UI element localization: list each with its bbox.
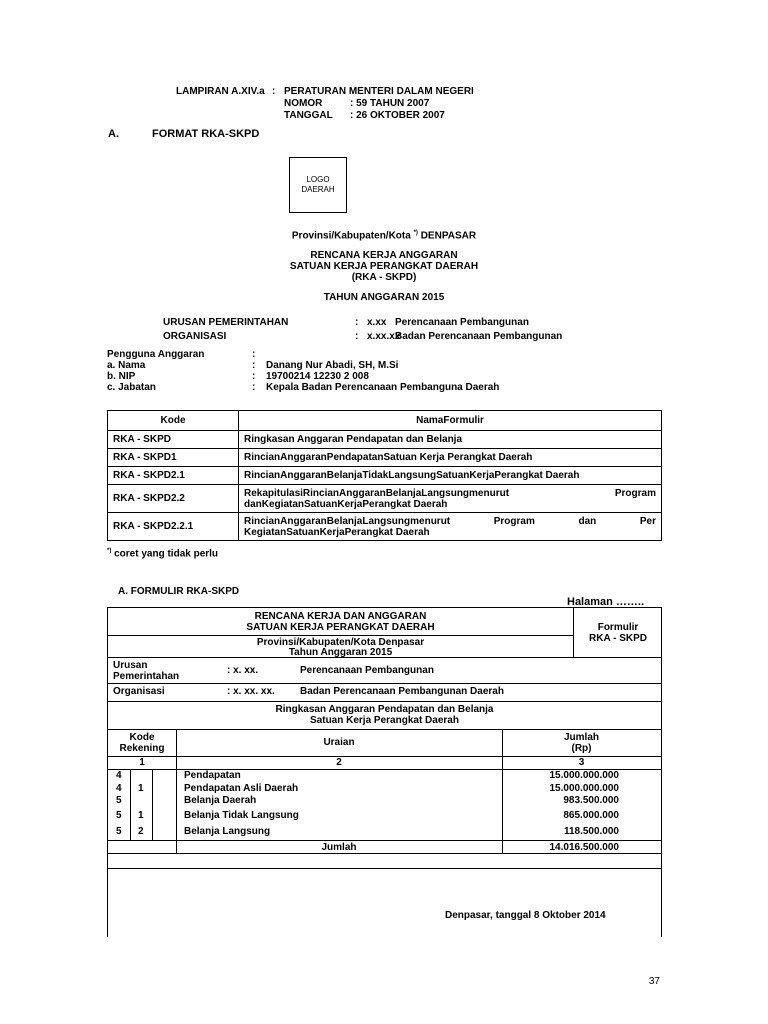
tanggal-label: TANGGAL [284,110,333,121]
urusan-colon: : [355,317,359,328]
ringkasan-line1: Ringkasan Anggaran Pendapatan dan Belanja [275,704,494,715]
row-k1: 4 [116,770,122,781]
title-line1: RENCANA KERJA ANGGARAN [310,250,458,261]
lampiran-colon: : [272,86,276,97]
row-uraian: Belanja Langsung [184,826,271,837]
form-province: Provinsi/Kabupaten/Kota Denpasar [256,637,425,648]
jabatan-label: c. Jabatan [107,382,156,393]
row-uraian: Belanja Tidak Langsung [184,810,299,821]
row-k1: 4 [116,783,122,794]
kode-cell: RKA - SKPD1 [108,449,239,467]
rka-form [107,607,662,937]
page-number: 37 [648,976,660,987]
jabatan-value: Kepala Badan Perencanaan Pembanguna Daerah [266,382,500,393]
logo-line1: LOGO [306,175,330,184]
coret-note [107,548,218,559]
lampiran-label: LAMPIRAN A.XIV.a [176,86,265,97]
form-title1: RENCANA KERJA DAN ANGGARAN [254,611,427,622]
coret-footnote-mark: *) [107,548,112,554]
nip-colon: : [252,371,256,382]
ringkasan-line2: Satuan Kerja Perangkat Daerah [310,715,459,726]
form-title2: SATUAN KERJA PERANGKAT DAERAH [246,622,435,633]
signature-place-date: Denpasar, tanggal 8 Oktober 2014 [445,910,606,921]
table-row [108,449,662,467]
pengguna-colon: : [252,349,256,360]
coret-text: coret yang tidak perlu [114,548,219,560]
table-header-row [108,411,662,431]
kode-cell: RKA - SKPD2.2 [108,485,239,513]
form-org-label: Organisasi [113,686,165,697]
col-uraian-label: Uraian [323,737,355,748]
nama-cell: RekapitulasiRincianAnggaranBelanjaLangsungmenurut Program danKegiatanSatuanKerjaPerangkat Daerah [239,485,662,513]
organisasi-label: ORGANISASI [163,331,227,342]
formulir-code-table [107,410,662,541]
row-uraian: Pendapatan Asli Daerah [184,783,299,794]
province-footnote-mark: *) [413,230,418,236]
title-line2: SATUAN KERJA PERANGKAT DAERAH [289,261,479,272]
section-letter: A. [108,128,119,140]
table-row [108,431,662,449]
nama-value: Danang Nur Abadi, SH, M.Si [266,360,399,371]
kode-cell: RKA - SKPD2.1 [108,467,239,485]
row-jumlah: 15.000.000.000 [549,783,619,794]
organisasi-colon: : [355,331,359,342]
table-row [108,485,662,513]
nama-cell: Ringkasan Anggaran Pendapatan dan Belanja [239,431,662,449]
form-org-value: Badan Perencanaan Pembangunan Daerah [300,686,504,697]
nomor-value: : 59 TAHUN 2007 [350,98,430,109]
col-kode-label1: Kode [129,732,155,743]
nama-label: a. Nama [107,360,146,371]
total-label: Jumlah [321,842,357,853]
province-prefix: Provinsi/Kabupaten/Kota [291,230,411,242]
organisasi-value: Badan Perencanaan Pembangunan [395,331,563,342]
col-number-1: 1 [139,757,145,768]
logo-line2: DAERAH [301,185,335,194]
section-title: FORMAT RKA-SKPD [152,128,260,140]
budget-year: TAHUN ANGGARAN 2015 [323,292,445,303]
col-number-3: 3 [578,757,585,768]
nip-label: b. NIP [107,371,136,382]
col-kode-header: Kode [108,411,239,431]
form-urusan-value: Perencanaan Pembangunan [300,665,434,676]
row-uraian: Belanja Daerah [184,795,257,806]
row-k1: 5 [116,826,122,837]
col-kode-label2: Rekening [119,743,165,754]
row-jumlah: 983.500.000 [563,795,619,806]
province-line [200,228,568,241]
logo-placeholder [289,157,347,213]
nama-cell: RincianAnggaranPendapatanSatuan Kerja Perangkat Daerah [239,449,662,467]
nama-cell: RincianAnggaranBelanjaTidakLangsungSatuanKerjaPerangkat Daerah [239,467,662,485]
row-jumlah: 118.500.000 [563,826,619,837]
organisasi-row [163,330,562,344]
formulir-label2: RKA - SKPD [589,633,647,644]
title-line3: (RKA - SKPD) [351,272,417,283]
urusan-label: URUSAN PEMERINTAHAN [163,317,289,328]
formulir-label1: Formulir [597,622,639,633]
col-nama-header: NamaFormulir [239,411,662,431]
form-urusan-label2: Pemerintahan [113,671,180,682]
province-name: DENPASAR [420,230,477,242]
urusan-row [163,316,562,344]
row-jumlah: 865.000.000 [563,810,619,821]
urusan-value: Perencanaan Pembangunan [395,317,529,328]
nomor-label: NOMOR [284,98,323,109]
lampiran-header [176,86,576,122]
nama-colon: : [252,360,256,371]
row-k1: 5 [116,810,122,821]
col-jumlah-label1: Jumlah [563,732,599,743]
row-k2: 1 [138,810,144,821]
tanggal-value: : 26 OKTOBER 2007 [350,110,445,121]
halaman-label: Halaman …….. [567,596,645,608]
form-org-code: : x. xx. xx. [227,686,275,697]
document-title [200,250,568,283]
table-row [108,467,662,485]
form-urusan-label1: Urusan [113,660,148,671]
row-k2: 2 [138,826,144,837]
section-a-heading [108,128,259,140]
form-year: Tahun Anggaran 2015 [288,647,393,658]
row-uraian: Pendapatan [184,770,241,781]
pengguna-anggaran [107,349,499,393]
table-row [108,513,662,541]
nip-value: 19700214 12230 2 008 [266,371,369,382]
col-jumlah-label2: (Rp) [571,743,592,754]
total-value: 14.016.500.000 [549,842,619,853]
nama-cell: RincianAnggaranBelanjaLangsungmenurut Program dan Per KegiatanSatuanKerjaPerangkat Daerah [239,513,662,541]
organisasi-code: x.xx.xx [367,331,401,342]
lampiran-title: PERATURAN MENTERI DALAM NEGERI [284,86,474,97]
row-k2: 1 [138,783,144,794]
row-jumlah: 15.000.000.000 [549,770,619,781]
kode-cell: RKA - SKPD [108,431,239,449]
formulir-heading: A. FORMULIR RKA-SKPD [118,586,240,597]
pengguna-heading: Pengguna Anggaran [107,349,205,360]
kode-cell: RKA - SKPD2.2.1 [108,513,239,541]
urusan-code: x.xx [367,317,387,328]
jabatan-colon: : [252,382,256,393]
form-urusan-code: : x. xx. [227,665,259,676]
col-number-2: 2 [336,757,342,768]
row-k1: 5 [116,795,122,806]
